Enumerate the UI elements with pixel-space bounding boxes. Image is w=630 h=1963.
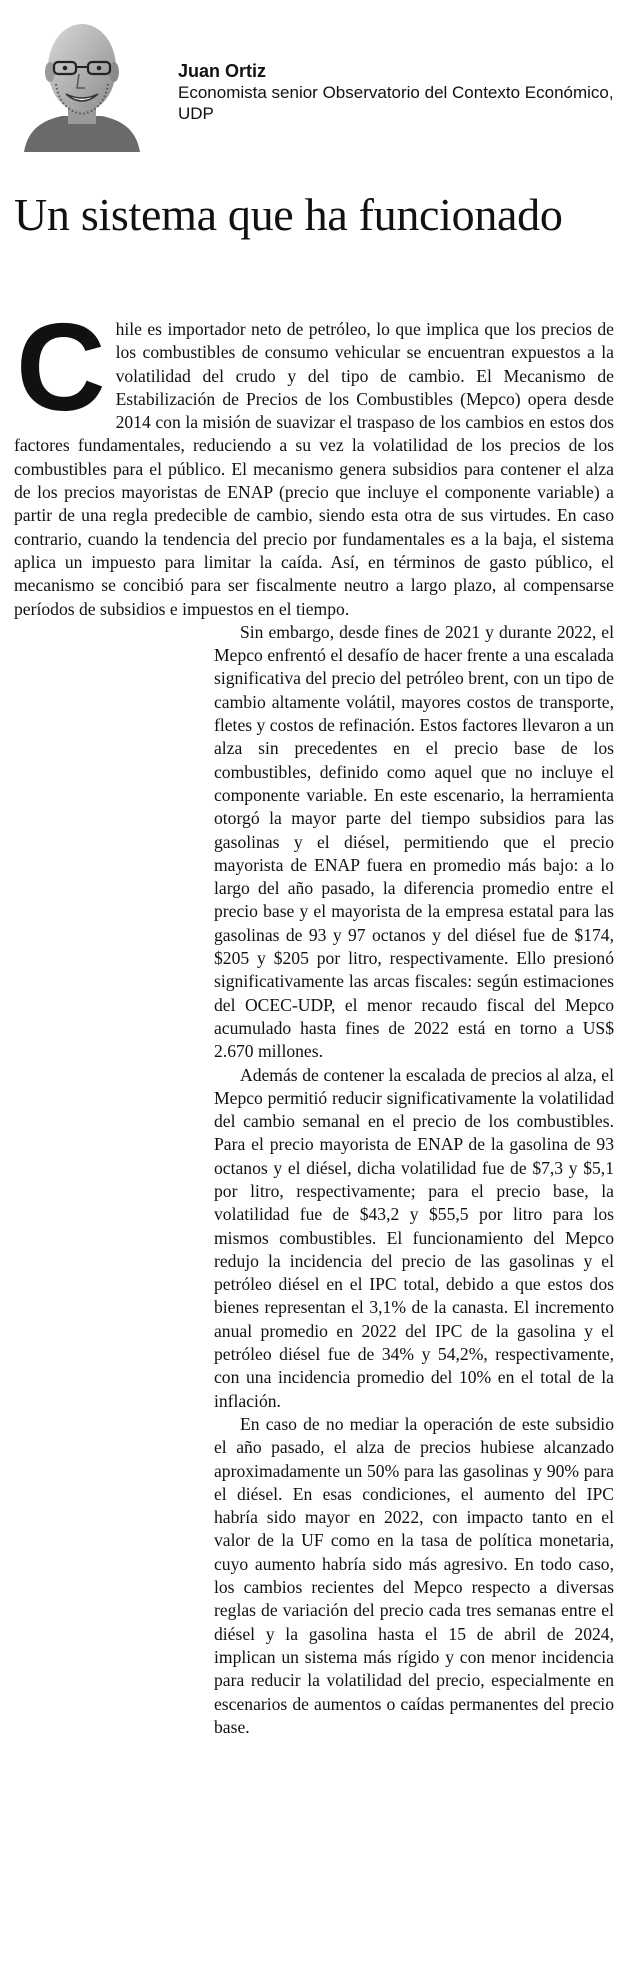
lower-column — [214, 621, 614, 1739]
paragraph-4: En caso de no mediar la operación de este subsidio el año pasado, el alza de precios hubiese alcanzado aproximadamente un 50% para las gasolinas y 90% para el diésel. En esas condiciones, el aumento del IPC habría sido mayor en 2022, con impacto tanto en el valor de la UF como en la tasa de política monetaria, cuyo aumento habría sido más agresivo. En todo caso, los cambios recientes del Mepco respecto a diversas reglas de variación del precio cada tres semanas entre el diésel y la gasolina hasta el 15 de abril de 2024, implican un sistema más rígido y con menor incidencia para reducir la volatilidad del precio, especialmente en escenarios de aumentos o caídas permanentes del precio base. — [214, 1413, 614, 1737]
paragraph-3: Además de contener la escalada de precios al alza, el Mepco permitió reducir significativamente la volatilidad del cambio semanal en el precio de los combustibles. Para el precio mayorista de ENAP de la gasolina de 93 octanos y el diésel, dicha volatilidad fue de $7,3 y $5,1 por litro, respectivamente; para el precio base, la volatilidad fue de $43,2 y $55,5 por litro para los mismos combustibles. El funcionamiento del Mepco redujo la incidencia del precio de las gasolinas y el petróleo diésel en el IPC total, debido a que estos dos bienes representan el 3,1% de la canasta. El incremento anual promedio en 2022 del IPC de la gasolina y el petróleo diésel fue de 34% y 54,2%, respectivamente, con una incidencia promedio del 10% en el total de la inflación. — [214, 1064, 614, 1411]
article-title: Un sistema que ha funcionado — [14, 189, 563, 240]
article-body — [14, 299, 614, 1739]
author-header — [0, 0, 630, 160]
author-role: Economista senior Observatorio del Contexto Económico, UDP — [178, 83, 614, 123]
paragraph-1-text: hile es importador neto de petróleo, lo que implica que los precios de los combustibles de consumo vehicular se encuentran expuestos a la volatilidad del crudo y del tipo de cambio. El Mecanismo de Estabilización de Precios de los Combustibles (Mepco) opera desde 2014 con la misión de suavizar el traspaso de los cambios en estos dos factores fundamentales, reduciendo a su vez la volatilidad de los precios de los combustibles para el público. El mecanismo genera subsidios para contener el alza de los precios mayoristas de ENAP (precio que incluye el componente variable) a partir de una regla predecible de cambio, siendo esta otra de sus virtudes. En caso contrario, cuando la tendencia del precio por fundamentales es a la baja, el sistema aplica un impuesto para limitar la caída. Así, en términos de gasto público, el mecanismo se concibió para ser fiscalmente neutro a largo plazo, al compensarse períodos de subsidios e impuestos en el tiempo. — [14, 319, 614, 619]
paragraph-1 — [14, 299, 614, 621]
drop-cap: C — [16, 299, 106, 437]
author-name: Juan Ortiz — [178, 61, 267, 81]
author-portrait — [22, 10, 142, 152]
paragraph-2: Sin embargo, desde fines de 2021 y durante 2022, el Mepco enfrentó el desafío de hacer frente a una escalada significativa del precio del petróleo brent, con un tipo de cambio altamente volátil, mayores costos de transporte, fletes y costos de refinación. Estos factores llevaron a un alza sin precedentes en el precio base de los combustibles, definido como aquel que no incluye el componente variable. En este escenario, la herramienta otorgó la mayor parte del tiempo subsidios para las gasolinas y el diésel, permitiendo que el precio mayorista de ENAP fuera en promedio más bajo: a lo largo del año pasado, la diferencia promedio entre el precio base y el mayorista de la empresa estatal para las gasolinas de 93 y 97 octanos y del diésel fue de $174, $205 y $205 por litro, respectivamente. Ello presionó significativamente las arcas fiscales: según estimaciones del OCEC-UDP, el menor recaudo fiscal del Mepco acumulado hasta fines de 2022 está en torno a US$ 2.670 millones. — [214, 621, 614, 1062]
